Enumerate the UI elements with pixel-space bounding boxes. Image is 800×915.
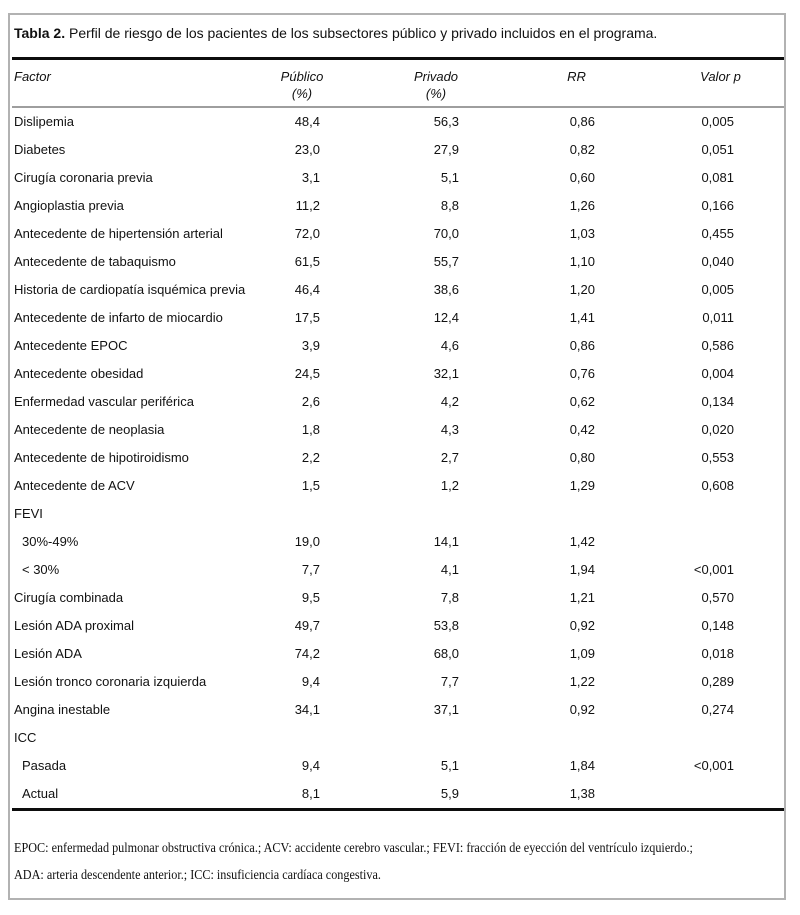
table-number: Tabla 2. xyxy=(14,25,66,41)
publico-cell: 24,5 xyxy=(294,366,320,381)
pvalue-cell: <0,001 xyxy=(693,562,734,577)
pvalue-cell: 0,011 xyxy=(702,310,734,325)
table-row xyxy=(12,584,784,612)
factor-cell: Cirugía coronaria previa xyxy=(14,170,153,185)
header-publico-label: Público xyxy=(280,69,324,84)
privado-cell: 4,2 xyxy=(440,394,459,409)
publico-cell xyxy=(272,724,332,752)
pvalue-cell: 0,289 xyxy=(701,674,734,689)
table-row xyxy=(12,388,784,416)
rr-cell: 1,09 xyxy=(569,646,595,661)
privado-cell: 7,7 xyxy=(440,674,459,689)
factor-cell: Antecedente EPOC xyxy=(14,338,128,353)
factor-cell: Dislipemia xyxy=(14,114,74,129)
rr-cell: 0,86 xyxy=(569,114,595,129)
pvalue-cell xyxy=(607,724,784,752)
table-row xyxy=(12,640,784,668)
pvalue-cell: 0,455 xyxy=(701,226,734,241)
table-card xyxy=(8,13,786,900)
publico-cell: 8,1 xyxy=(301,786,320,801)
table-row xyxy=(12,276,784,304)
table-row xyxy=(12,220,784,248)
privado-cell: 27,9 xyxy=(433,142,459,157)
factor-cell: Historia de cardiopatía isquémica previa xyxy=(14,282,246,297)
factor-cell: Antecedente de hipertensión arterial xyxy=(14,226,223,241)
pvalue-cell: 0,040 xyxy=(701,254,734,269)
table-row xyxy=(12,752,784,780)
group-row xyxy=(12,724,784,752)
pvalue-cell: 0,553 xyxy=(701,450,734,465)
pvalue-cell: 0,020 xyxy=(701,422,734,437)
factor-cell: Lesión ADA proximal xyxy=(14,618,134,633)
privado-cell xyxy=(332,724,471,752)
privado-cell: 37,1 xyxy=(433,702,459,717)
factor-cell: Enfermedad vascular periférica xyxy=(14,394,194,409)
pvalue-cell: 0,005 xyxy=(701,282,734,297)
factor-cell: Antecedente de neoplasia xyxy=(14,422,165,437)
privado-cell: 55,7 xyxy=(433,254,459,269)
bottom-rule xyxy=(12,808,784,811)
header-rr-label: RR xyxy=(567,69,586,84)
factor-cell: Diabetes xyxy=(14,142,66,157)
table-header xyxy=(12,60,784,107)
factor-cell: Lesión ADA xyxy=(14,646,82,661)
publico-cell: 34,1 xyxy=(294,702,320,717)
factor-cell: Lesión tronco coronaria izquierda xyxy=(14,674,207,689)
rr-cell: 0,80 xyxy=(569,450,595,465)
pvalue-cell: 0,004 xyxy=(701,366,734,381)
privado-cell: 68,0 xyxy=(433,646,459,661)
rr-cell xyxy=(471,500,607,528)
publico-cell: 61,5 xyxy=(294,254,320,269)
publico-cell: 17,5 xyxy=(294,310,320,325)
rr-cell: 0,86 xyxy=(569,338,595,353)
table-row xyxy=(12,668,784,696)
pvalue-cell: 0,018 xyxy=(701,646,734,661)
header-valor-p-label: Valor p xyxy=(700,69,741,84)
pvalue-cell xyxy=(607,780,784,808)
header-valor-p xyxy=(607,60,784,107)
pvalue-cell: 0,051 xyxy=(701,142,734,157)
publico-cell: 11,2 xyxy=(295,198,320,213)
rr-cell: 1,38 xyxy=(569,786,595,801)
factor-cell: Angioplastia previa xyxy=(14,198,124,213)
factor-cell: Antecedente obesidad xyxy=(14,366,144,381)
table-row xyxy=(12,164,784,192)
factor-cell: Cirugía combinada xyxy=(14,590,124,605)
factor-cell: FEVI xyxy=(14,506,43,521)
publico-cell: 74,2 xyxy=(294,646,320,661)
publico-cell: 49,7 xyxy=(294,618,320,633)
factor-cell: ICC xyxy=(14,730,37,745)
table-row xyxy=(12,136,784,164)
pvalue-cell: 0,148 xyxy=(701,618,734,633)
footnote-line-1: EPOC: enfermedad pulmonar obstructiva crónica.; ACV: accidente cerebro vascular.; FEVI: fracción de eyección del ventrículo izquierdo.; xyxy=(14,841,693,856)
table-caption: Perfil de riesgo de los pacientes de los subsectores público y privado incluidos en el programa. xyxy=(65,25,658,41)
rr-cell: 1,21 xyxy=(569,590,595,605)
publico-cell: 9,4 xyxy=(301,674,320,689)
factor-cell: Pasada xyxy=(22,758,67,773)
publico-cell: 9,4 xyxy=(301,758,320,773)
rr-cell: 0,62 xyxy=(569,394,595,409)
pvalue-cell: 0,586 xyxy=(701,338,734,353)
table-row xyxy=(12,528,784,556)
publico-cell: 3,9 xyxy=(301,338,320,353)
pvalue-cell: 0,081 xyxy=(701,170,734,185)
factor-cell: Antecedente de ACV xyxy=(14,478,135,493)
table-row xyxy=(12,304,784,332)
publico-cell: 1,8 xyxy=(301,422,320,437)
factor-cell: Antecedente de tabaquismo xyxy=(14,254,176,269)
footnote xyxy=(14,835,786,889)
privado-cell: 8,8 xyxy=(440,198,459,213)
factor-cell: < 30% xyxy=(22,562,60,577)
factor-cell: Actual xyxy=(22,786,59,801)
header-factor xyxy=(12,60,272,107)
table-row xyxy=(12,248,784,276)
table-row xyxy=(12,696,784,724)
privado-cell: 14,1 xyxy=(433,534,459,549)
rr-cell: 0,60 xyxy=(569,170,595,185)
table-row xyxy=(12,192,784,220)
privado-cell: 38,6 xyxy=(433,282,459,297)
privado-cell: 4,3 xyxy=(440,422,459,437)
rr-cell: 1,94 xyxy=(569,562,595,577)
factor-cell: Angina inestable xyxy=(14,702,111,717)
privado-cell: 32,1 xyxy=(433,366,459,381)
rr-cell: 0,42 xyxy=(569,422,595,437)
pvalue-cell xyxy=(607,528,784,556)
header-row xyxy=(12,60,784,107)
rr-cell: 1,20 xyxy=(569,282,595,297)
publico-cell: 9,5 xyxy=(301,590,320,605)
header-publico-unit: (%) xyxy=(291,86,313,101)
privado-cell: 4,6 xyxy=(440,338,459,353)
publico-cell: 3,1 xyxy=(301,170,320,185)
header-factor-label: Factor xyxy=(14,69,51,84)
table-row xyxy=(12,332,784,360)
table-row xyxy=(12,780,784,808)
privado-cell: 1,2 xyxy=(440,478,459,493)
privado-cell: 2,7 xyxy=(440,450,459,465)
rr-cell: 0,76 xyxy=(569,366,595,381)
rr-cell: 0,82 xyxy=(569,142,595,157)
privado-cell: 53,8 xyxy=(433,618,459,633)
publico-cell: 2,2 xyxy=(301,450,320,465)
header-privado xyxy=(332,60,471,107)
rr-cell: 0,92 xyxy=(569,618,595,633)
pvalue-cell: 0,005 xyxy=(701,114,734,129)
footnote-line-2: ADA: arteria descendente anterior.; ICC: insuficiencia cardíaca congestiva. xyxy=(14,868,381,883)
publico-cell: 2,6 xyxy=(301,394,320,409)
pvalue-cell: 0,608 xyxy=(701,478,734,493)
rr-cell: 0,92 xyxy=(569,702,595,717)
table-row xyxy=(12,416,784,444)
privado-cell: 5,1 xyxy=(440,170,459,185)
table-row xyxy=(12,360,784,388)
table-row xyxy=(12,472,784,500)
table-body xyxy=(12,107,784,808)
publico-cell: 72,0 xyxy=(294,226,320,241)
group-row xyxy=(12,500,784,528)
table-row xyxy=(12,107,784,136)
rr-cell: 1,26 xyxy=(569,198,595,213)
table-row xyxy=(12,444,784,472)
rr-cell: 1,84 xyxy=(569,758,595,773)
factor-cell: 30%-49% xyxy=(22,534,79,549)
pvalue-cell: 0,134 xyxy=(701,394,734,409)
rr-cell: 1,10 xyxy=(569,254,595,269)
rr-cell: 1,42 xyxy=(569,534,595,549)
privado-cell: 56,3 xyxy=(433,114,459,129)
publico-cell: 23,0 xyxy=(294,142,320,157)
privado-cell: 7,8 xyxy=(440,590,459,605)
factor-cell: Antecedente de infarto de miocardio xyxy=(14,310,223,325)
header-publico xyxy=(272,60,332,107)
publico-cell: 19,0 xyxy=(294,534,320,549)
rr-cell: 1,22 xyxy=(569,674,595,689)
privado-cell: 5,9 xyxy=(440,786,459,801)
publico-cell: 7,7 xyxy=(301,562,320,577)
table-row xyxy=(12,612,784,640)
pvalue-cell: <0,001 xyxy=(693,758,734,773)
pvalue-cell: 0,274 xyxy=(701,702,734,717)
publico-cell: 1,5 xyxy=(301,478,320,493)
privado-cell: 12,4 xyxy=(433,310,459,325)
header-privado-unit: (%) xyxy=(425,86,447,101)
factor-cell: Antecedente de hipotiroidismo xyxy=(14,450,189,465)
privado-cell: 70,0 xyxy=(433,226,459,241)
table-row xyxy=(12,556,784,584)
pvalue-cell: 0,166 xyxy=(701,198,734,213)
pvalue-cell: 0,570 xyxy=(701,590,734,605)
rr-cell xyxy=(471,724,607,752)
publico-cell: 46,4 xyxy=(294,282,320,297)
publico-cell: 48,4 xyxy=(294,114,320,129)
rr-cell: 1,29 xyxy=(569,478,595,493)
rr-cell: 1,41 xyxy=(569,310,595,325)
risk-table xyxy=(12,60,784,808)
privado-cell: 4,1 xyxy=(440,562,459,577)
header-privado-label: Privado xyxy=(413,69,459,84)
privado-cell: 5,1 xyxy=(440,758,459,773)
table-title xyxy=(10,15,784,43)
publico-cell xyxy=(272,500,332,528)
rr-cell: 1,03 xyxy=(569,226,595,241)
pvalue-cell xyxy=(607,500,784,528)
header-rr xyxy=(471,60,607,107)
privado-cell xyxy=(332,500,471,528)
